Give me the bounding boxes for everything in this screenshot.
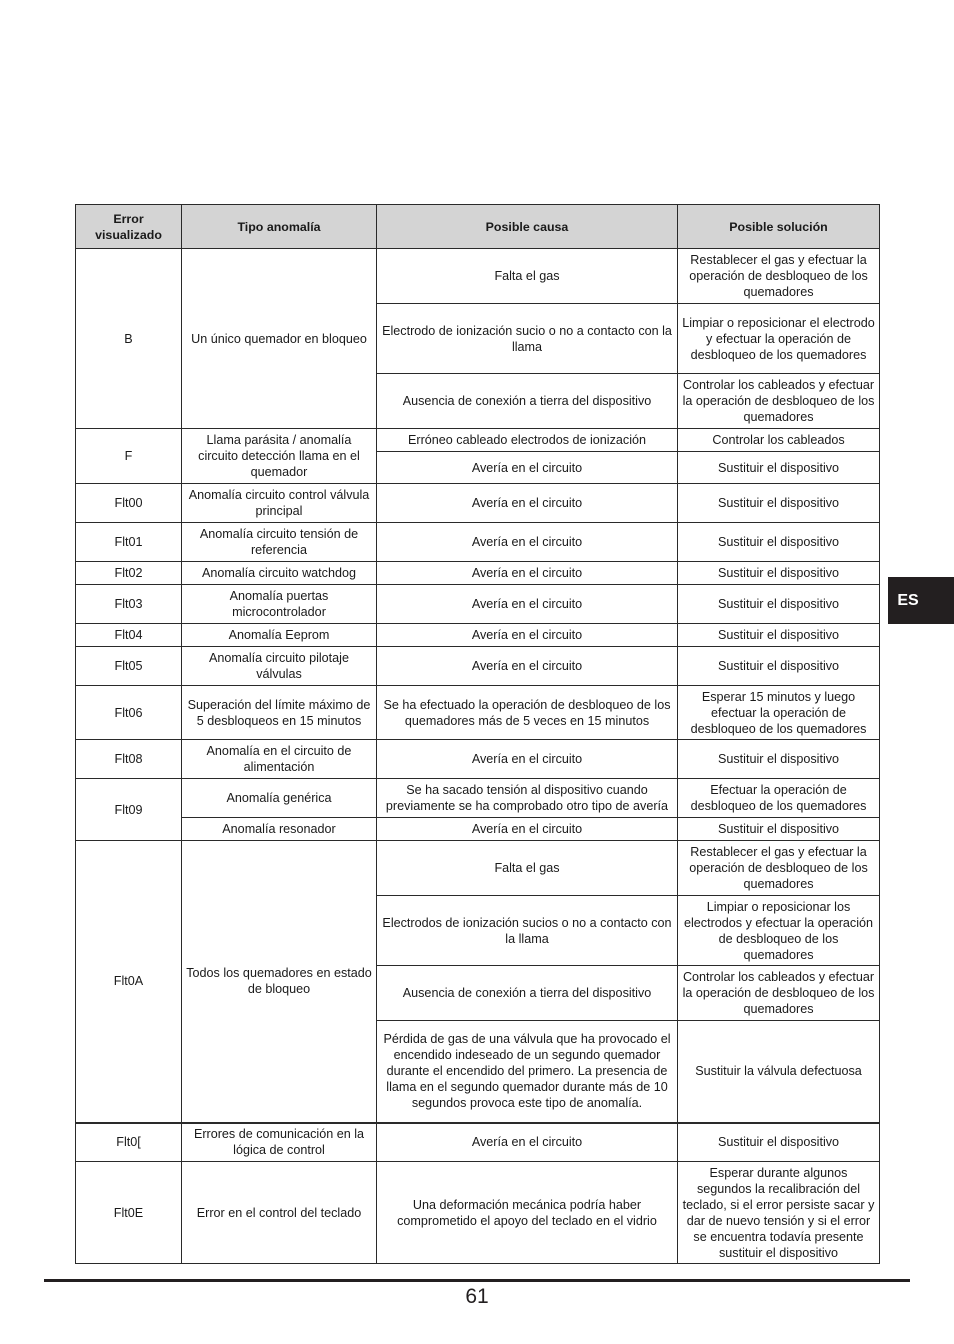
causa-cell: Avería en el circuito <box>377 585 678 624</box>
solucion-cell: Limpiar o reposicionar los electrodos y efectuar la operación de desbloqueo de los quemadores <box>678 896 880 966</box>
causa-cell: Ausencia de conexión a tierra del dispositivo <box>377 966 678 1021</box>
table-row <box>76 523 880 562</box>
causa-cell: Avería en el circuito <box>377 624 678 647</box>
tipo-cell: Error en el control del teclado <box>182 1162 377 1264</box>
solucion-cell: Sustituir el dispositivo <box>678 484 880 523</box>
table-row <box>76 585 880 624</box>
table-row <box>76 1123 880 1162</box>
solucion-cell: Sustituir el dispositivo <box>678 523 880 562</box>
error-code-cell: Flt05 <box>76 647 182 686</box>
solucion-cell: Controlar los cableados <box>678 429 880 452</box>
causa-cell: Avería en el circuito <box>377 1123 678 1162</box>
error-code-cell: Flt04 <box>76 624 182 647</box>
causa-cell: Avería en el circuito <box>377 452 678 484</box>
tipo-cell: Anomalía circuito tensión de referencia <box>182 523 377 562</box>
causa-cell: Avería en el circuito <box>377 562 678 585</box>
solucion-cell: Sustituir el dispositivo <box>678 740 880 779</box>
causa-cell: Falta el gas <box>377 841 678 896</box>
tipo-cell: Anomalía puertas microcontrolador <box>182 585 377 624</box>
tipo-cell: Todos los quemadores en estado de bloqueo <box>182 841 377 1123</box>
solucion-cell: Controlar los cableados y efectuar la operación de desbloqueo de los quemadores <box>678 374 880 429</box>
error-code-cell: Flt03 <box>76 585 182 624</box>
causa-cell: Falta el gas <box>377 249 678 304</box>
solucion-cell: Restablecer el gas y efectuar la operación de desbloqueo de los quemadores <box>678 249 880 304</box>
causa-cell: Avería en el circuito <box>377 484 678 523</box>
causa-cell: Una deformación mecánica podría haber comprometido el apoyo del teclado en el vidrio <box>377 1162 678 1264</box>
tipo-cell: Anomalía circuito control válvula principal <box>182 484 377 523</box>
solucion-cell: Sustituir el dispositivo <box>678 585 880 624</box>
causa-cell: Avería en el circuito <box>377 818 678 841</box>
table-row <box>76 779 880 818</box>
tipo-cell: Anomalía Eeprom <box>182 624 377 647</box>
header-error: Error visualizado <box>76 205 182 249</box>
causa-cell: Avería en el circuito <box>377 523 678 562</box>
header-tipo: Tipo anomalía <box>182 205 377 249</box>
solucion-cell: Restablecer el gas y efectuar la operación de desbloqueo de los quemadores <box>678 841 880 896</box>
error-code-cell: Flt08 <box>76 740 182 779</box>
causa-cell: Ausencia de conexión a tierra del dispositivo <box>377 374 678 429</box>
tipo-cell: Anomalía resonador <box>182 818 377 841</box>
solucion-cell: Sustituir el dispositivo <box>678 1123 880 1162</box>
solucion-cell: Sustituir el dispositivo <box>678 647 880 686</box>
causa-cell: Pérdida de gas de una válvula que ha provocado el encendido indeseado de un segundo quemador durante el encendido del primero. La presencia de llama en el segundo quemador durante más de 10 segundos provoca este tipo de anomalía. <box>377 1021 678 1123</box>
error-table <box>75 204 880 1264</box>
table-row <box>76 647 880 686</box>
table-row <box>76 841 880 896</box>
tipo-cell: Anomalía genérica <box>182 779 377 818</box>
error-code-cell: Flt06 <box>76 686 182 740</box>
solucion-cell: Controlar los cableados y efectuar la operación de desbloqueo de los quemadores <box>678 966 880 1021</box>
tipo-cell: Llama parásita / anomalía circuito detección llama en el quemador <box>182 429 377 484</box>
solucion-cell: Sustituir el dispositivo <box>678 818 880 841</box>
solucion-cell: Sustituir la válvula defectuosa <box>678 1021 880 1123</box>
solucion-cell: Sustituir el dispositivo <box>678 452 880 484</box>
tipo-cell: Anomalía circuito watchdog <box>182 562 377 585</box>
error-code-cell: Flt00 <box>76 484 182 523</box>
table-header-row <box>76 205 880 249</box>
causa-cell: Se ha sacado tensión al dispositivo cuando previamente se ha comprobado otro tipo de avería <box>377 779 678 818</box>
error-code-cell: Flt0[ <box>76 1123 182 1162</box>
table-row <box>76 624 880 647</box>
table-row <box>76 818 880 841</box>
table-row <box>76 686 880 740</box>
causa-cell: Erróneo cableado electrodos de ionización <box>377 429 678 452</box>
solucion-cell: Esperar durante algunos segundos la recalibración del teclado, si el error persiste sacar y dar de nuevo tensión y si el error se encuentra todavía presente sustituir el dispositivo <box>678 1162 880 1264</box>
error-code-cell: Flt09 <box>76 779 182 841</box>
header-causa: Posible causa <box>377 205 678 249</box>
table-row <box>76 249 880 304</box>
tipo-cell: Errores de comunicación en la lógica de control <box>182 1123 377 1162</box>
solucion-cell: Sustituir el dispositivo <box>678 624 880 647</box>
causa-cell: Electrodos de ionización sucios o no a contacto con la llama <box>377 896 678 966</box>
error-code-cell: Flt02 <box>76 562 182 585</box>
table-row <box>76 740 880 779</box>
table-row <box>76 484 880 523</box>
error-code-cell: B <box>76 249 182 429</box>
causa-cell: Se ha efectuado la operación de desbloqueo de los quemadores más de 5 veces en 15 minutos <box>377 686 678 740</box>
table-row <box>76 562 880 585</box>
header-solucion: Posible solución <box>678 205 880 249</box>
tipo-cell: Superación del límite máximo de 5 desbloqueos en 15 minutos <box>182 686 377 740</box>
error-code-cell: Flt0A <box>76 841 182 1123</box>
tipo-cell: Anomalía circuito pilotaje válvulas <box>182 647 377 686</box>
error-code-cell: Flt01 <box>76 523 182 562</box>
solucion-cell: Esperar 15 minutos y luego efectuar la operación de desbloqueo de los quemadores <box>678 686 880 740</box>
table-row <box>76 429 880 452</box>
solucion-cell: Sustituir el dispositivo <box>678 562 880 585</box>
solucion-cell: Limpiar o reposicionar el electrodo y efectuar la operación de desbloqueo de los quemadores <box>678 304 880 374</box>
causa-cell: Electrodo de ionización sucio o no a contacto con la llama <box>377 304 678 374</box>
causa-cell: Avería en el circuito <box>377 647 678 686</box>
causa-cell: Avería en el circuito <box>377 740 678 779</box>
page-number: 61 <box>465 1285 489 1308</box>
error-code-cell: Flt0E <box>76 1162 182 1264</box>
tipo-cell: Un único quemador en bloqueo <box>182 249 377 429</box>
language-tab: ES <box>888 577 954 624</box>
error-code-cell: F <box>76 429 182 484</box>
table-row <box>76 1162 880 1264</box>
solucion-cell: Efectuar la operación de desbloqueo de los quemadores <box>678 779 880 818</box>
tipo-cell: Anomalía en el circuito de alimentación <box>182 740 377 779</box>
